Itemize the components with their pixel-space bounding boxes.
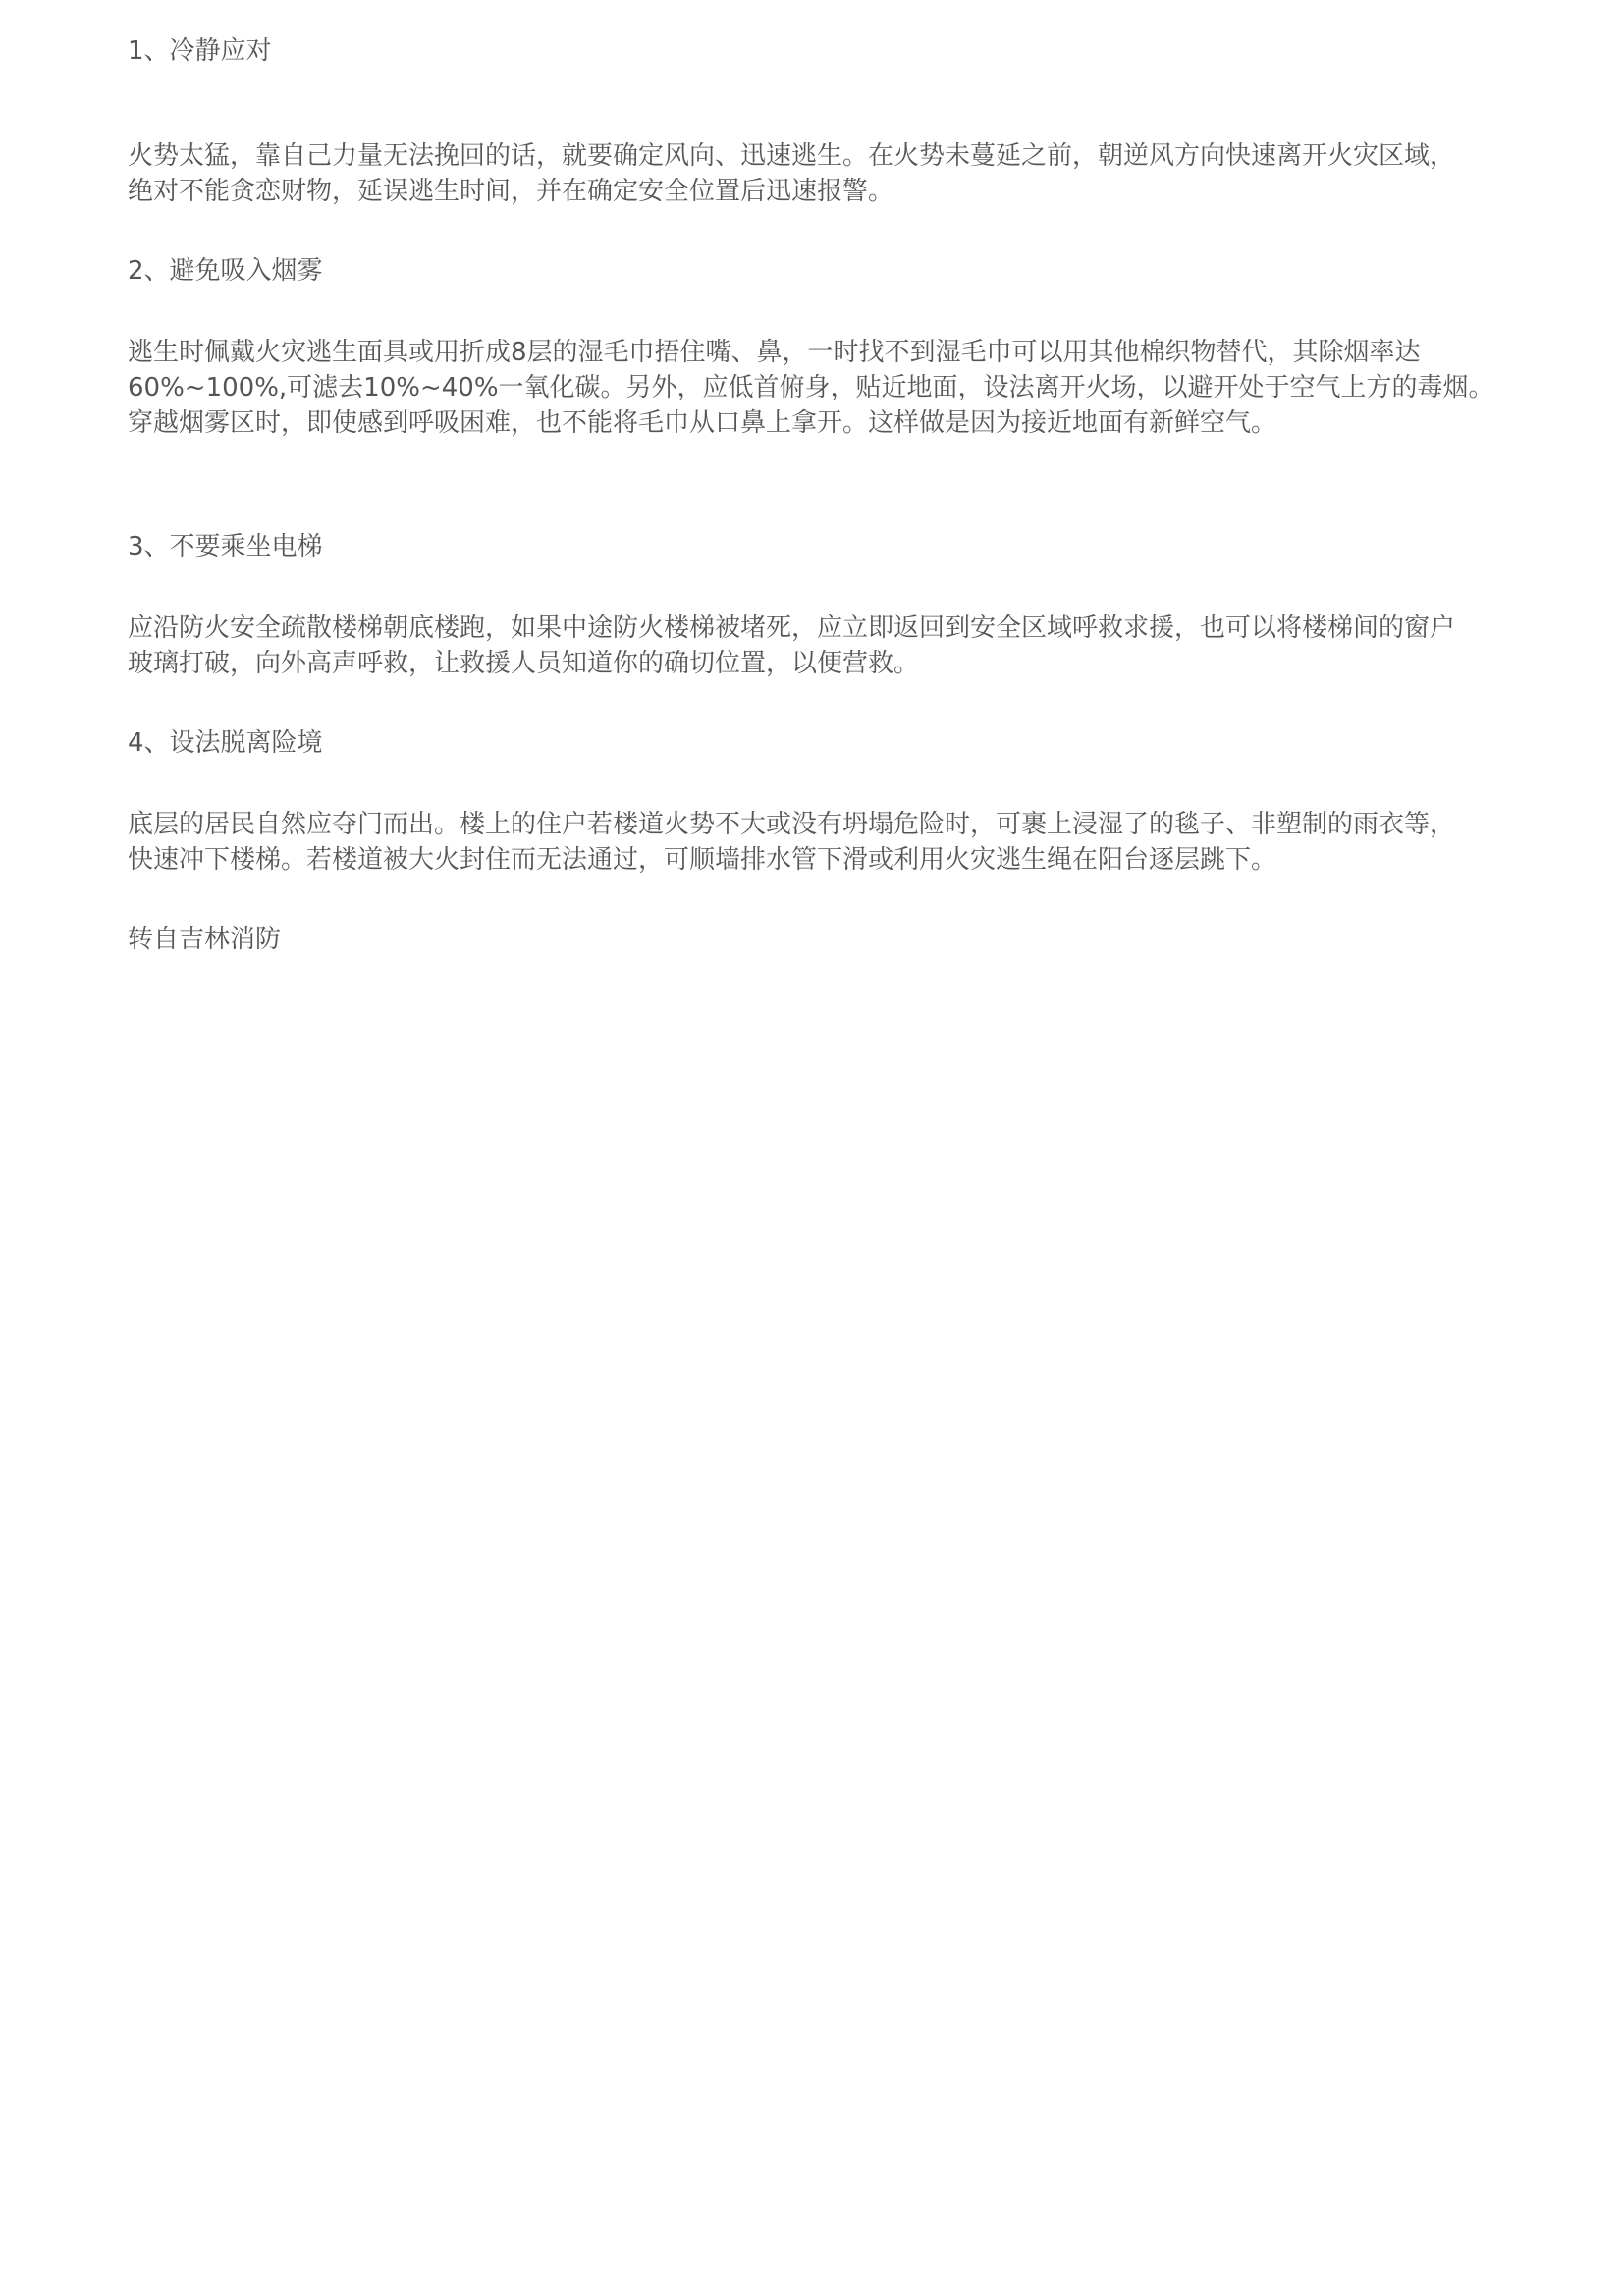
section-1-paragraph-line-2: 绝对不能贪恋财物，延误逃生时间，并在确定安全位置后迅速报警。 — [128, 177, 894, 206]
section-1-heading: 1、冷静应对 — [128, 36, 272, 66]
section-1-paragraph-line-1: 火势太猛，靠自己力量无法挽回的话，就要确定风向、迅速逃生。在火势未蔓延之前，朝逆风方向快速离开火灾区域， — [128, 141, 1456, 171]
source-note: 转自吉林消防 — [128, 925, 282, 954]
section-4-heading: 4、设法脱离险境 — [128, 728, 323, 758]
section-2-paragraph-line-1: 逃生时佩戴火灾逃生面具或用折成8层的湿毛巾捂住嘴、鼻，一时找不到湿毛巾可以用其他棉织物替代，其除烟率达 — [128, 338, 1421, 367]
section-2-heading: 2、避免吸入烟雾 — [128, 256, 323, 286]
section-4-paragraph-line-2: 快速冲下楼梯。若楼道被大火封住而无法通过，可顺墙排水管下滑或利用火灾逃生绳在阳台逐层跳下。 — [128, 845, 1277, 875]
section-4-paragraph-line-1: 底层的居民自然应夺门而出。楼上的住户若楼道火势不大或没有坍塌危险时，可裹上浸湿了的毯子、非塑制的雨衣等， — [128, 810, 1456, 839]
section-2-paragraph-line-2: 60%~100%,可滤去10%~40%一氧化碳。另外，应低首俯身，贴近地面，设法离开火场，以避开处于空气上方的毒烟。 — [128, 373, 1494, 402]
section-3-paragraph-line-2: 玻璃打破，向外高声呼救，让救援人员知道你的确切位置，以便营救。 — [128, 649, 920, 678]
section-2-paragraph-line-3: 穿越烟雾区时，即使感到呼吸困难，也不能将毛巾从口鼻上拿开。这样做是因为接近地面有新鲜空气。 — [128, 408, 1277, 438]
section-3-heading: 3、不要乘坐电梯 — [128, 532, 323, 561]
section-3-paragraph-line-1: 应沿防火安全疏散楼梯朝底楼跑，如果中途防火楼梯被堵死，应立即返回到安全区域呼救求援，也可以将楼梯间的窗户 — [128, 614, 1456, 643]
